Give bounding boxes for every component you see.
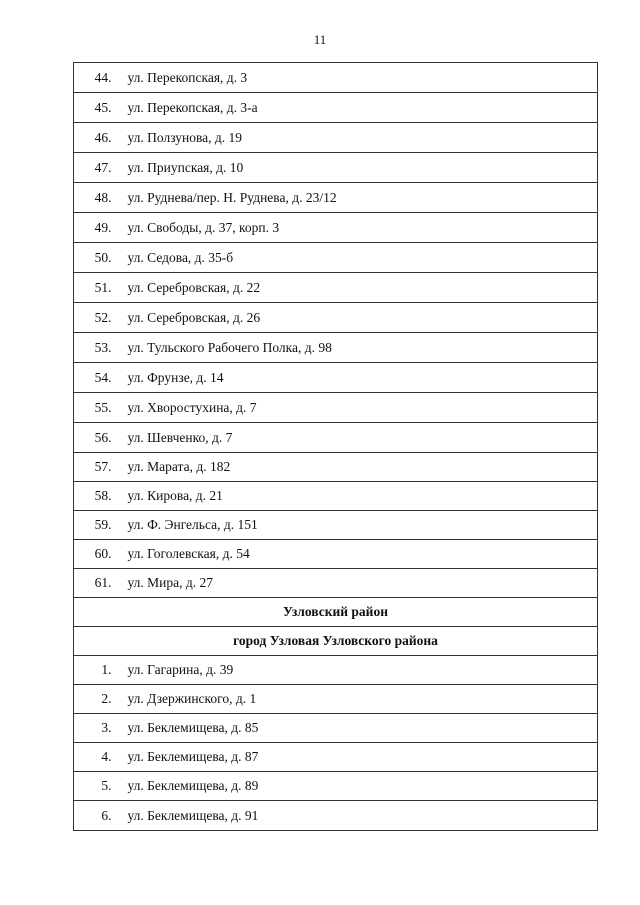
row-address: ул. Гагарина, д. 39 bbox=[118, 656, 598, 685]
row-address: ул. Серебровская, д. 22 bbox=[118, 273, 598, 303]
row-address: ул. Гоголевская, д. 54 bbox=[118, 540, 598, 569]
row-address: ул. Фрунзе, д. 14 bbox=[118, 363, 598, 393]
table-row bbox=[74, 423, 598, 453]
page-number: 11 bbox=[313, 32, 327, 47]
row-address: ул. Беклемищева, д. 85 bbox=[118, 714, 598, 743]
table-row bbox=[74, 93, 598, 123]
table-row bbox=[74, 569, 598, 598]
row-number: 61. bbox=[74, 569, 118, 598]
row-address: ул. Ф. Энгельса, д. 151 bbox=[118, 511, 598, 540]
table-row bbox=[74, 63, 598, 93]
row-number: 59. bbox=[74, 511, 118, 540]
row-address: ул. Беклемищева, д. 91 bbox=[118, 801, 598, 831]
row-number: 54. bbox=[74, 363, 118, 393]
table-row bbox=[74, 482, 598, 511]
row-number: 56. bbox=[74, 423, 118, 453]
address-table bbox=[73, 62, 598, 831]
row-address: ул. Кирова, д. 21 bbox=[118, 482, 598, 511]
table-row bbox=[74, 743, 598, 772]
district-header-row bbox=[74, 598, 598, 627]
row-number: 1. bbox=[74, 656, 118, 685]
row-number: 60. bbox=[74, 540, 118, 569]
row-number: 6. bbox=[74, 801, 118, 831]
table-row bbox=[74, 123, 598, 153]
row-number: 46. bbox=[74, 123, 118, 153]
table-row bbox=[74, 511, 598, 540]
row-number: 49. bbox=[74, 213, 118, 243]
row-number: 48. bbox=[74, 183, 118, 213]
table-row bbox=[74, 333, 598, 363]
row-address: ул. Шевченко, д. 7 bbox=[118, 423, 598, 453]
row-address: ул. Перекопская, д. 3 bbox=[118, 63, 598, 93]
row-address: ул. Дзержинского, д. 1 bbox=[118, 685, 598, 714]
row-number: 5. bbox=[74, 772, 118, 801]
row-address: ул. Беклемищева, д. 89 bbox=[118, 772, 598, 801]
table-body-part2 bbox=[74, 656, 598, 831]
table-row bbox=[74, 183, 598, 213]
row-number: 51. bbox=[74, 273, 118, 303]
row-number: 45. bbox=[74, 93, 118, 123]
row-address: ул. Марата, д. 182 bbox=[118, 453, 598, 482]
table-row bbox=[74, 363, 598, 393]
row-number: 4. bbox=[74, 743, 118, 772]
table-row bbox=[74, 685, 598, 714]
row-number: 3. bbox=[74, 714, 118, 743]
row-address: ул. Ползунова, д. 19 bbox=[118, 123, 598, 153]
table-row bbox=[74, 540, 598, 569]
district-header: Узловский район bbox=[74, 598, 598, 627]
section-headers bbox=[74, 598, 598, 656]
row-address: ул. Беклемищева, д. 87 bbox=[118, 743, 598, 772]
table-row bbox=[74, 213, 598, 243]
table-row bbox=[74, 393, 598, 423]
row-address: ул. Мира, д. 27 bbox=[118, 569, 598, 598]
row-address: ул. Тульского Рабочего Полка, д. 98 bbox=[118, 333, 598, 363]
table-row bbox=[74, 656, 598, 685]
row-number: 57. bbox=[74, 453, 118, 482]
table-row bbox=[74, 243, 598, 273]
row-number: 55. bbox=[74, 393, 118, 423]
row-address: ул. Руднева/пер. Н. Руднева, д. 23/12 bbox=[118, 183, 598, 213]
table-row bbox=[74, 714, 598, 743]
table-row bbox=[74, 453, 598, 482]
row-address: ул. Серебровская, д. 26 bbox=[118, 303, 598, 333]
row-number: 53. bbox=[74, 333, 118, 363]
city-header: город Узловая Узловского района bbox=[74, 627, 598, 656]
table-body-part1 bbox=[74, 63, 598, 598]
table-row bbox=[74, 772, 598, 801]
row-number: 58. bbox=[74, 482, 118, 511]
table-row bbox=[74, 153, 598, 183]
table-row bbox=[74, 303, 598, 333]
city-header-row bbox=[74, 627, 598, 656]
row-address: ул. Приупская, д. 10 bbox=[118, 153, 598, 183]
row-number: 2. bbox=[74, 685, 118, 714]
row-number: 50. bbox=[74, 243, 118, 273]
row-number: 47. bbox=[74, 153, 118, 183]
row-address: ул. Хворостухина, д. 7 bbox=[118, 393, 598, 423]
row-number: 52. bbox=[74, 303, 118, 333]
table-row bbox=[74, 273, 598, 303]
row-address: ул. Перекопская, д. 3-а bbox=[118, 93, 598, 123]
row-address: ул. Свободы, д. 37, корп. 3 bbox=[118, 213, 598, 243]
table-row bbox=[74, 801, 598, 831]
row-address: ул. Седова, д. 35-б bbox=[118, 243, 598, 273]
row-number: 44. bbox=[74, 63, 118, 93]
